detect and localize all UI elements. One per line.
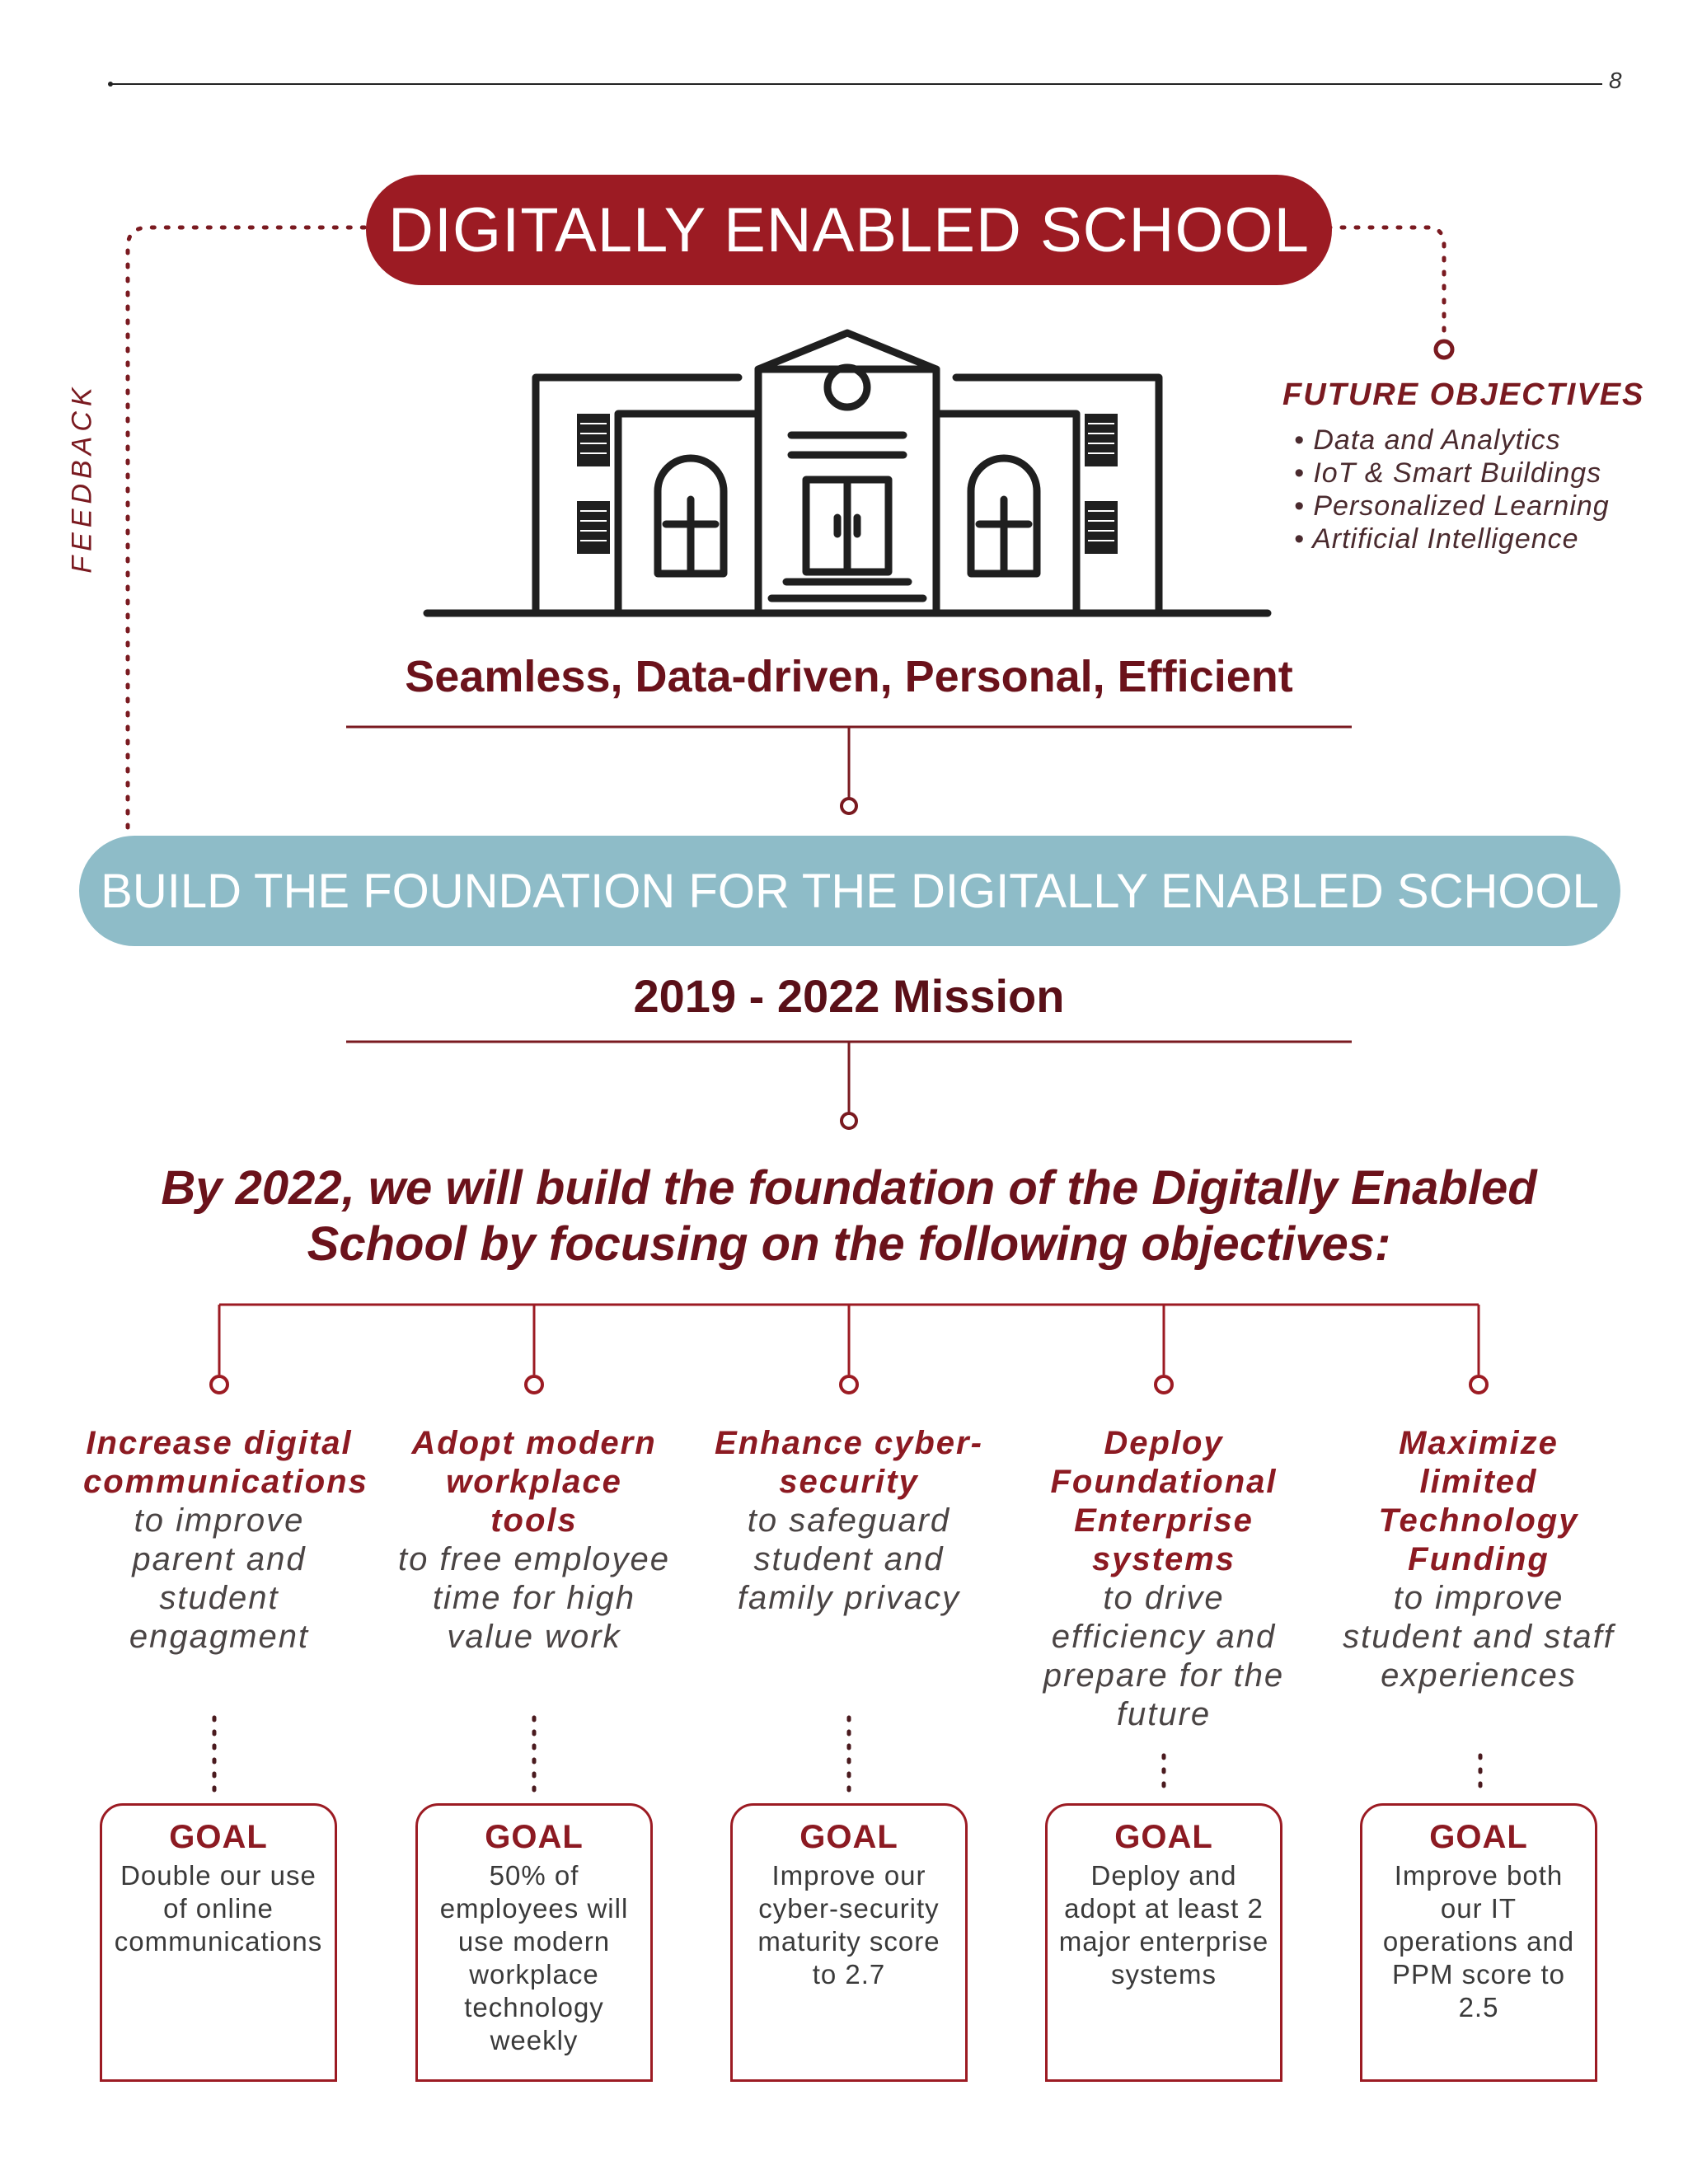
objective-desc: to improve student and staff experiences xyxy=(1343,1580,1615,1694)
goal-box-3 xyxy=(730,1803,968,2082)
objective-title: Maximize limited Technology Funding xyxy=(1378,1425,1579,1577)
foundation-banner xyxy=(79,836,1620,946)
feedback-label: FEEDBACK xyxy=(66,382,98,574)
future-objective-item: • Personalized Learning xyxy=(1294,490,1610,522)
mission-heading: 2019 - 2022 Mission xyxy=(633,970,1065,1022)
objective-title: Adopt modern workplace tools xyxy=(411,1425,657,1539)
objective-desc: to free employee time for high value work xyxy=(398,1541,670,1655)
tagline: Seamless, Data-driven, Personal, Efficient xyxy=(405,652,1293,701)
goal-text: 50% of employees will use modern workplace technology weekly xyxy=(439,1860,629,2055)
objective-title: Deploy Foundational Enterprise systems xyxy=(1050,1425,1278,1577)
future-objectives-title: FUTURE OBJECTIVES xyxy=(1282,377,1645,412)
objective-desc: to safeguard student and family privacy xyxy=(737,1502,961,1616)
objective-4 xyxy=(1028,1424,1300,1734)
goal-text: Deploy and adopt at least 2 major enterprise systems xyxy=(1058,1860,1269,1990)
goal-label: GOAL xyxy=(799,1819,898,1855)
future-objective-item: • Artificial Intelligence xyxy=(1294,523,1579,555)
objective-1 xyxy=(83,1424,368,1657)
foundation-title: BUILD THE FOUNDATION FOR THE DIGITALLY ENABLED SCHOOL xyxy=(101,864,1599,918)
goal-label: GOAL xyxy=(169,1819,268,1855)
objective-3 xyxy=(713,1424,985,1618)
page-number: 8 xyxy=(1609,68,1622,93)
goal-box-1 xyxy=(100,1803,337,2082)
objective-title: Increase digital communications xyxy=(83,1425,368,1500)
goal-box-2 xyxy=(415,1803,653,2082)
goal-text: Improve our cyber-security maturity score to 2.7 xyxy=(757,1860,940,1990)
future-objectives-list xyxy=(1294,424,1610,555)
objective-title: Enhance cyber-security xyxy=(715,1425,983,1500)
goal-label: GOAL xyxy=(485,1819,584,1855)
goal-text: Improve both our IT operations and PPM score to 2.5 xyxy=(1382,1860,1575,2022)
future-objective-item: • IoT & Smart Buildings xyxy=(1294,457,1602,489)
future-objective-item: • Data and Analytics xyxy=(1294,424,1561,456)
goal-label: GOAL xyxy=(1114,1819,1213,1855)
header-title-banner xyxy=(366,175,1332,285)
objective-2 xyxy=(398,1424,670,1657)
school-building-icon xyxy=(419,326,1276,623)
header-title: DIGITALLY ENABLED SCHOOL xyxy=(388,194,1310,265)
goal-text: Double our use of online communications xyxy=(114,1860,323,1957)
objective-5 xyxy=(1343,1424,1615,1695)
objective-desc: to drive efficiency and prepare for the future xyxy=(1043,1580,1285,1732)
goal-label: GOAL xyxy=(1429,1819,1528,1855)
goal-box-4 xyxy=(1045,1803,1282,2082)
mission-statement: By 2022, we will build the foundation of the Digitally Enabled School by focusing on the following objectives: xyxy=(161,1161,1537,1271)
objective-desc: to improve parent and student engagment xyxy=(129,1502,310,1655)
goal-box-5 xyxy=(1360,1803,1597,2082)
